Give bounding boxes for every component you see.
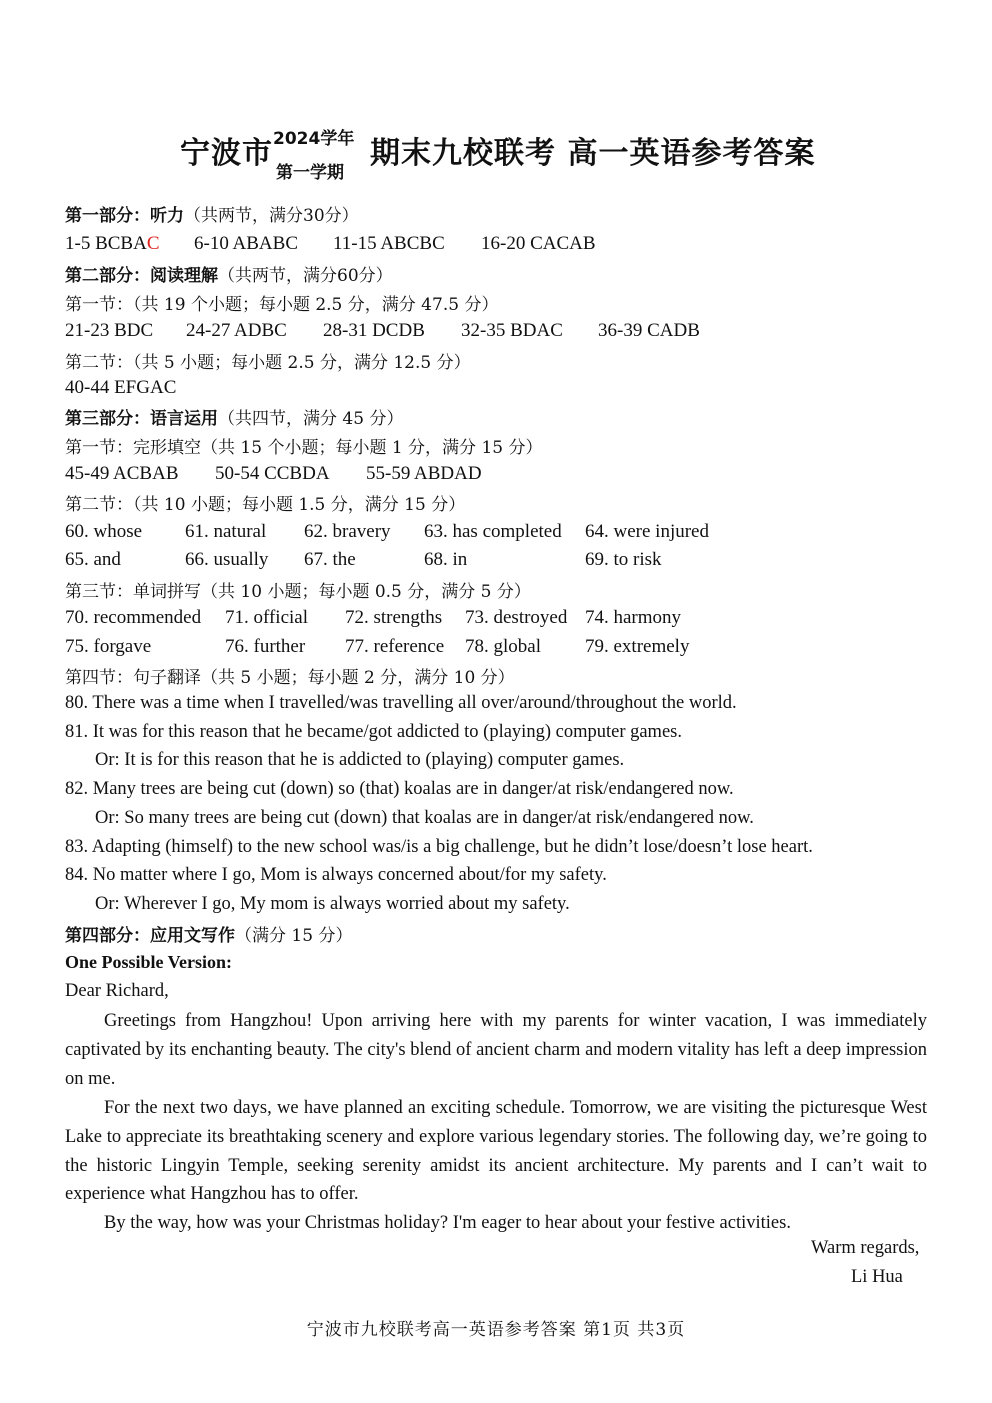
translation-81-alt: Or: It is for this reason that he is addicted to (playing) computer games. (95, 750, 625, 770)
part3-section4: 第四节：句子翻译（共 5 小题；每小题 2 分，满分 10 分） (65, 668, 515, 688)
spelling-answer-78: 78. global (465, 636, 541, 657)
blank-answer-65: 65. and (65, 549, 121, 570)
blank-answer-68: 68. in (424, 549, 468, 570)
blank-answer-69: 69. to risk (585, 549, 662, 570)
blank-answer-66: 66. usually (185, 549, 269, 570)
part1-note: （共两节，满分30分） (184, 206, 359, 226)
blank-answer-60: 60. whose (65, 521, 143, 542)
part2-section1: 第一节：（共 19 个小题；每小题 2.5 分，满分 47.5 分） (65, 295, 499, 315)
part4-heading-text: 第四部分：应用文写作 (65, 926, 235, 946)
translation-82-alt: Or: So many trees are being cut (down) that koalas are in danger/at risk/endangered now. (95, 808, 754, 828)
part2-section2: 第二节：（共 5 小题；每小题 2.5 分，满分 12.5 分） (65, 353, 471, 373)
part3-section3: 第三节：单词拼写（共 10 小题；每小题 0.5 分，满分 5 分） (65, 582, 531, 602)
part1-answer-3: 11-15 ABCBC (333, 233, 445, 254)
part3-note: （共四节，满分 45 分） (218, 409, 404, 429)
spelling-answer-73: 73. destroyed (465, 607, 568, 628)
page-title (0, 118, 992, 188)
translation-84-alt: Or: Wherever I go, My mom is always worried about my safety. (95, 894, 570, 914)
title-city: 宁波市 (180, 136, 273, 171)
translation-80: 80. There was a time when I travelled/was travelling all over/around/throughout the world. (65, 693, 737, 713)
part1-answer-1 (65, 233, 160, 255)
spelling-answer-74: 74. harmony (585, 607, 682, 628)
spelling-answer-76: 76. further (225, 636, 306, 657)
spelling-answer-70: 70. recommended (65, 607, 202, 628)
spelling-answer-71: 71. official (225, 607, 309, 628)
letter-salutation: Dear Richard, (65, 981, 169, 1001)
blank-answer-62: 62. bravery (304, 521, 391, 542)
letter-closing: Warm regards, (811, 1238, 920, 1258)
version-label: One Possible Version: (65, 952, 233, 972)
part1-heading (65, 201, 359, 226)
letter-paragraph-3: By the way, how was your Christmas holiday? I'm eager to hear about your festive activities. (104, 1213, 791, 1233)
part2-note: （共两节，满分60分） (218, 266, 393, 286)
spelling-answer-75: 75. forgave (65, 636, 152, 657)
letter-paragraph-2: For the next two days, we have planned an exciting schedule. Tomorrow, we are visiting the picturesque West Lake to appreciate its breathtaking scenery and explore various legendary stories. The following day, we’re going to the historic Lingyin Temple, seeking serenity amidst its ancient architecture. My parents and I can’t wait to experience what Hangzhou has to offer. (65, 1098, 927, 1205)
translation-84: 84. No matter where I go, Mom is always concerned about/for my safety. (65, 865, 607, 885)
page-footer: 宁波市九校联考高一英语参考答案 第1页 共3页 (306, 1320, 686, 1340)
part1-answer-1-red: C (146, 233, 160, 254)
part2-sec1-answer-2: 24-27 ADBC (186, 320, 287, 341)
part2-sec1-answer-3: 28-31 DCDB (323, 320, 425, 341)
title-term: 第一学期 (276, 163, 344, 183)
title-year: 2024学年 (273, 129, 355, 149)
translation-81: 81. It was for this reason that he became/got addicted to (playing) computer games. (65, 722, 682, 742)
letter-paragraph-1: Greetings from Hangzhou! Upon arriving here with my parents for winter vacation, I was immediately captivated by its enchanting beauty. The city's blend of ancient charm and modern vitality has left a deep impression on me. (65, 1011, 927, 1089)
part3-sec1-answer-2: 50-54 CCBDA (215, 463, 330, 484)
blank-answer-67: 67. the (304, 549, 356, 570)
part1-answer-2: 6-10 ABABC (194, 233, 298, 254)
part3-sec1-answer-1: 45-49 ACBAB (65, 463, 179, 484)
blank-answer-63: 63. has completed (424, 521, 562, 542)
part2-heading (65, 261, 393, 286)
part3-heading-text: 第三部分：语言运用 (65, 409, 218, 429)
translation-82: 82. Many trees are being cut (down) so (that) koalas are in danger/at risk/endangered now. (65, 779, 734, 799)
part4-note: （满分 15 分） (235, 926, 353, 946)
part2-sec1-answer-4: 32-35 BDAC (461, 320, 563, 341)
part3-section1: 第一节：完形填空（共 15 个小题；每小题 1 分，满分 15 分） (65, 438, 543, 458)
title-exam: 期末九校联考 高一英语参考答案 (370, 136, 816, 171)
letter-signature: Li Hua (851, 1267, 903, 1287)
spelling-answer-77: 77. reference (345, 636, 445, 657)
part3-section2: 第二节：（共 10 小题；每小题 1.5 分，满分 15 分） (65, 495, 466, 515)
spelling-answer-72: 72. strengths (345, 607, 443, 628)
part1-answer-1-text: 1-5 BCBA (65, 233, 147, 254)
blank-answer-61: 61. natural (185, 521, 267, 542)
part4-heading (65, 921, 352, 946)
translation-83: 83. Adapting (himself) to the new school was/is a big challenge, but he didn’t lose/doesn’t lose heart. (65, 837, 813, 857)
part2-sec1-answer-5: 36-39 CADB (598, 320, 700, 341)
blank-answer-64: 64. were injured (585, 521, 709, 542)
part3-heading (65, 404, 403, 429)
part2-sec1-answer-1: 21-23 BDC (65, 320, 154, 341)
part2-heading-text: 第二部分：阅读理解 (65, 266, 218, 286)
part1-heading-text: 第一部分：听力 (65, 206, 184, 226)
part1-answer-4: 16-20 CACAB (481, 233, 596, 254)
part3-sec1-answer-3: 55-59 ABDAD (366, 463, 482, 484)
spelling-answer-79: 79. extremely (585, 636, 690, 657)
part2-sec2-answer-1: 40-44 EFGAC (65, 377, 177, 398)
